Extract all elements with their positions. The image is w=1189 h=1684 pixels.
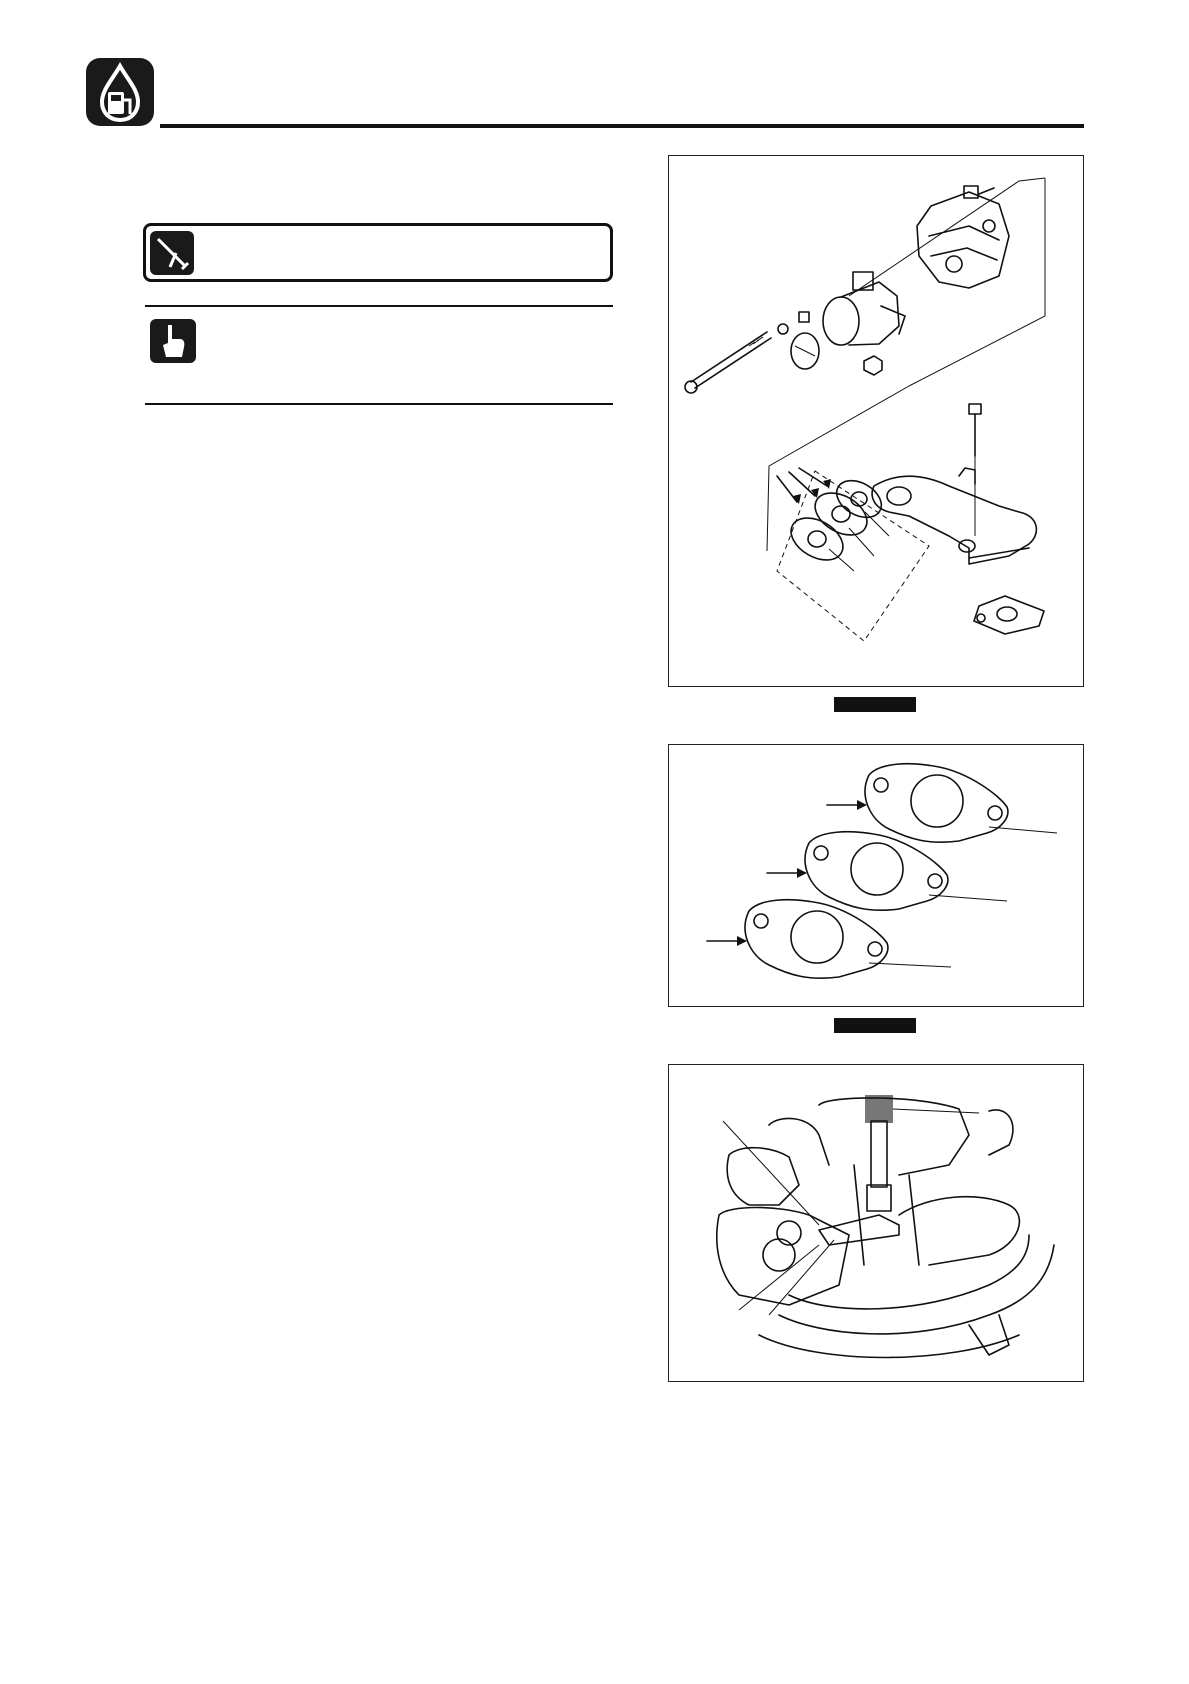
carburetor-installed-view-with-tool [668,1064,1084,1382]
pointing-hand-icon [150,319,196,363]
fuel-drop-icon [86,58,154,126]
special-tool-box [143,223,613,282]
intake-gaskets-detail [668,744,1084,1007]
carburetor-drawing [917,186,1009,288]
carburetor-adapter-drawing [823,272,905,345]
gasket-middle [767,832,1007,911]
gasket-top [827,764,1057,843]
header-rule [160,124,1084,128]
intake-manifold-drawing [872,468,1036,564]
figure-label-tag [834,1018,916,1033]
figure-label-tag [834,697,916,712]
note-rule-top [145,305,613,307]
gasket-bottom [707,900,951,979]
special-tool-icon [150,231,194,275]
note-rule-bottom [145,403,613,405]
carburetor-intake-manifold-exploded-view [668,155,1084,687]
